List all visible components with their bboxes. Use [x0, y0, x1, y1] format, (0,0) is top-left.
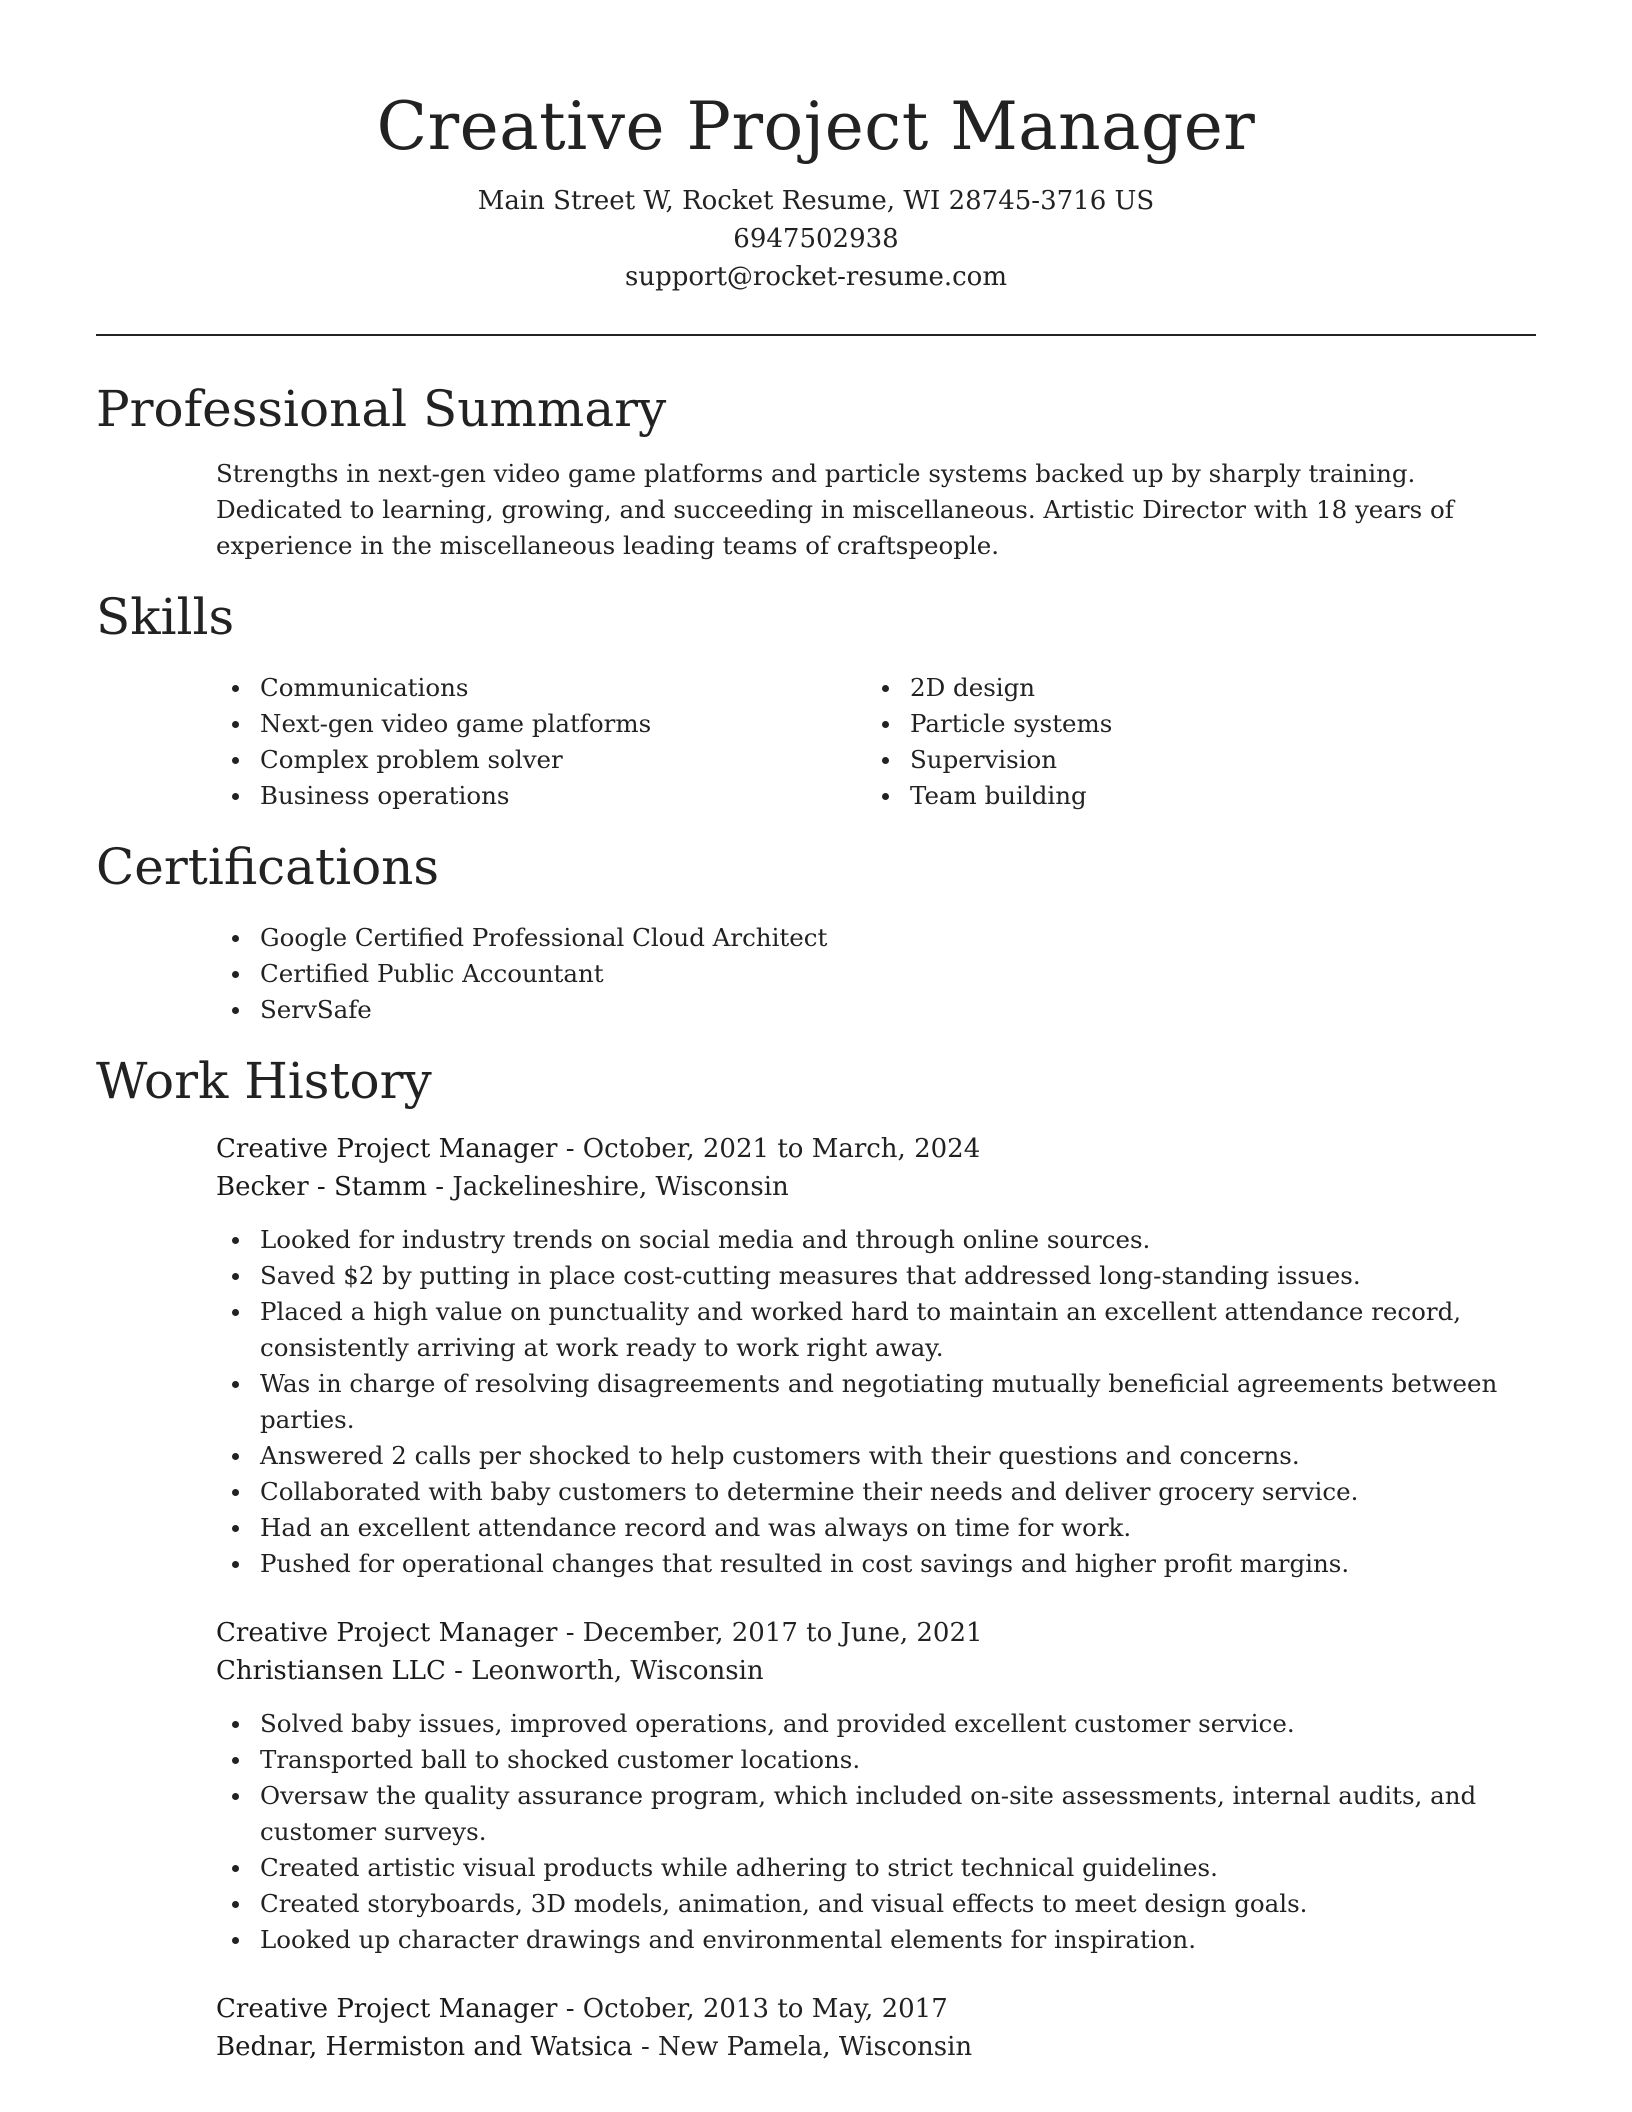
job-location: New Pamela, Wisconsin [658, 2032, 973, 2062]
job-title: Creative Project Manager [216, 1618, 558, 1648]
resume-header [96, 0, 1536, 296]
certification-item: Google Certified Professional Cloud Architect [216, 920, 1536, 956]
job-location: Leonworth, Wisconsin [471, 1656, 764, 1686]
job-location: Jackelineshire, Wisconsin [452, 1172, 789, 1202]
skills-grid [216, 670, 1536, 814]
certification-item: ServSafe [216, 992, 1536, 1028]
skill-item: Business operations [216, 778, 866, 814]
job-entry [96, 1990, 1536, 2066]
job-company-line: Becker - Stamm - Jackelineshire, Wisconsin [216, 1172, 789, 1202]
skill-item: 2D design [866, 670, 1516, 706]
job-bullet: Collaborated with baby customers to determine their needs and deliver grocery service. [216, 1474, 1536, 1510]
job-bullet: Looked up character drawings and environmental elements for inspiration. [216, 1922, 1536, 1958]
skills-list-right [866, 670, 1516, 814]
job-title: Creative Project Manager [216, 1134, 558, 1164]
job-company: Becker - Stamm [216, 1172, 428, 1202]
summary-text: Strengths in next-gen video game platforms and particle systems backed up by sharply training. Dedicated to learning, growing, and succeeding in miscellaneous. Artistic Director with 18 years of experience in the miscellaneous leading teams of craftspeople. [216, 459, 1454, 560]
skill-item: Particle systems [866, 706, 1516, 742]
skill-item: Communications [216, 670, 866, 706]
job-bullet: Pushed for operational changes that resulted in cost savings and higher profit margins. [216, 1546, 1536, 1582]
job-title-line: Creative Project Manager - October, 2013 to May, 2017 [216, 1994, 948, 2024]
job-dates: October, 2021 to March, 2024 [582, 1134, 981, 1164]
job-company: Christiansen LLC [216, 1656, 446, 1686]
job-bullet: Created storyboards, 3D models, animation, and visual effects to meet design goals. [216, 1886, 1536, 1922]
skill-item: Supervision [866, 742, 1516, 778]
job-bullets [216, 1706, 1536, 1958]
job-dates: December, 2017 to June, 2021 [582, 1618, 983, 1648]
job-dates: October, 2013 to May, 2017 [582, 1994, 948, 2024]
contact-phone: 6947502938 [733, 224, 899, 254]
contact-info [96, 182, 1536, 296]
job-bullet: Answered 2 calls per shocked to help customers with their questions and concerns. [216, 1438, 1536, 1474]
candidate-name: Creative Project Manager [376, 88, 1256, 165]
summary-heading: Professional Summary [96, 380, 667, 438]
work-history-section [96, 1048, 1536, 2066]
job-bullets [216, 1222, 1536, 1582]
job-bullet: Oversaw the quality assurance program, which included on-site assessments, internal audits, and customer surveys. [216, 1778, 1536, 1850]
job-bullet: Looked for industry trends on social media and through online sources. [216, 1222, 1536, 1258]
job-bullet: Placed a high value on punctuality and worked hard to maintain an excellent attendance record, consistently arriving at work ready to work right away. [216, 1294, 1536, 1366]
resume-page [96, 0, 1536, 2066]
job-entry [96, 1130, 1536, 1582]
work-history-heading: Work History [96, 1052, 432, 1110]
job-bullet: Transported ball to shocked customer locations. [216, 1742, 1536, 1778]
job-bullet: Saved $2 by putting in place cost-cutting measures that addressed long-standing issues. [216, 1258, 1536, 1294]
job-company-line: Bednar, Hermiston and Watsica - New Pamela, Wisconsin [216, 2032, 973, 2062]
certification-item: Certified Public Accountant [216, 956, 1536, 992]
job-title-line: Creative Project Manager - October, 2021 to March, 2024 [216, 1134, 981, 1164]
job-title-line: Creative Project Manager - December, 2017 to June, 2021 [216, 1618, 983, 1648]
job-bullet: Had an excellent attendance record and was always on time for work. [216, 1510, 1536, 1546]
contact-address: Main Street W, Rocket Resume, WI 28745-3716 US [477, 186, 1155, 216]
certifications-list [216, 920, 1536, 1028]
job-bullet: Created artistic visual products while adhering to strict technical guidelines. [216, 1850, 1536, 1886]
contact-email: support@rocket-resume.com [624, 262, 1007, 292]
job-company: Bednar, Hermiston and Watsica [216, 2032, 633, 2062]
certifications-heading: Certifications [96, 838, 440, 896]
skills-section [96, 584, 1536, 814]
skills-heading: Skills [96, 588, 235, 646]
certifications-section [96, 834, 1536, 1028]
job-entry [96, 1614, 1536, 1958]
summary-section [96, 376, 1536, 564]
job-company-line: Christiansen LLC - Leonworth, Wisconsin [216, 1656, 764, 1686]
header-divider [96, 334, 1536, 336]
job-bullet: Solved baby issues, improved operations, and provided excellent customer service. [216, 1706, 1536, 1742]
skill-item: Next-gen video game platforms [216, 706, 866, 742]
skills-list-left [216, 670, 866, 814]
skill-item: Team building [866, 778, 1516, 814]
job-bullet: Was in charge of resolving disagreements and negotiating mutually beneficial agreements between parties. [216, 1366, 1536, 1438]
job-title: Creative Project Manager [216, 1994, 558, 2024]
skill-item: Complex problem solver [216, 742, 866, 778]
